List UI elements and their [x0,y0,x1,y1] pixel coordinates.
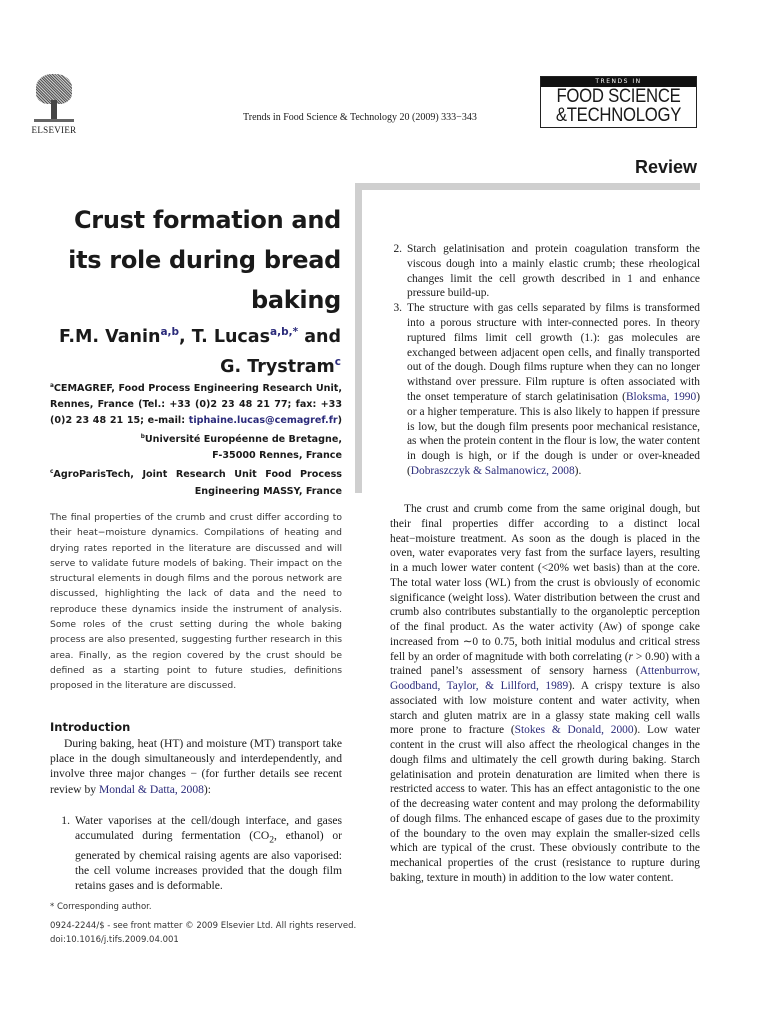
section-heading-introduction: Introduction [50,720,131,734]
affiliation-line: F-35000 Rennes, France [212,450,342,462]
article-type: Review [634,157,697,177]
text-run: Water vaporises at the cell/dough interface, and gases accumulated during fermentation (CO [75,814,342,843]
doi[interactable]: doi:10.1016/j.tifs.2009.04.001 [50,934,179,945]
journal-logo-line2: &TECHNOLOGY [555,105,682,126]
author-name: F.M. Vanin [58,326,161,347]
list-item [382,242,700,301]
affiliations [50,378,342,500]
author-name: G. Trystram [220,356,335,377]
text-run: The structure with gas cells separated by films is transformed into a porous structure with inter-connected pores. In theory ruptured films limit cell growth (1.): gas molecules are exchanged between adjacent open cells, and finally transported out of the dough. Dough films rupture when they can no longer withstand over pressure. Film rupture is often associated with the onset temperature of starch gelatinisation ( [407,302,700,403]
email-link[interactable]: tiphaine.lucas@cemagref.fr [188,415,338,427]
text-run: ) or a higher temperature. This is also likely to happen if pressure is low, but the dough film presents poor mechanical resistance, as when the protein content in the flour is low, the water content in dough is high, or if the dough is under or over-kneaded ( [407,390,700,477]
author-affiliation-marker[interactable]: a,b [160,326,180,338]
affiliation-line: Université Européenne de Bretagne, [144,434,342,446]
list-text [407,242,700,301]
affiliation-marker: a [50,383,54,389]
author-affiliation-marker[interactable]: a,b,* [270,326,299,338]
author-name: T. Lucas [191,326,271,347]
elsevier-tree-icon [34,74,74,122]
citation-link[interactable]: Bloksma, 1990 [625,390,697,403]
citation-link[interactable]: Dobraszczyk & Salmanowicz, 2008 [410,464,575,477]
list-item [382,301,700,479]
text-run: ). [574,464,582,477]
affiliation-marker: b [140,434,145,441]
text-run: The crust and crumb come from the same original dough, but their final properties differ according to a distinct local heat−moisture treatment. As soon as the dough is placed in the oven, water evaporates very fast from the surface layers, resulting in a much lower water content (<20% wet basis) than at the core. The total water loss (WL) from the crust is obviously of economic significance (weight loss). Water distribution between the crust and crumb also contributes substantially to the organoleptic perception of the final product. As the water activity (Aw) of sponge cake increased from ∼0 to 0.75, both initial modulus and critical stress fell by an order of magnitude with both correlating ( [390,503,700,663]
title-line: its role during bread [68,246,341,274]
author-affiliation-marker[interactable]: c [334,355,341,368]
text-run: , ethanol) or generated by chemical raising agents are also vaporised: the cell volume increases provided that the dough film retains gases and is deformable. [75,829,343,893]
list-item [50,813,342,893]
text-run: ). A crispy texture is also associated with low moisture content and water activity, when starch and gluten matrix are in a glassy state making cell walls more prone to fracture ( [390,680,700,737]
author-list [41,320,341,380]
corresponding-author-footnote: * Corresponding author. [50,902,152,912]
elsevier-logo [30,74,78,135]
divider-vertical [355,183,362,493]
text-run: r [628,650,633,663]
text-run: During baking, heat (HT) and moisture (MT) transport take place in the dough simultaneously and interdependently, and involve three major changes − (for further details see recent review by [50,737,342,796]
change-list-part1 [50,813,342,893]
affiliation-line: AgroParisTech, Joint Research Unit Food Process [53,469,342,481]
title-line: Crust formation and [73,206,341,234]
article-title [41,200,341,320]
abstract: The final properties of the crumb and crust differ according to their heat−moisture dynamics. Compilations of heating and drying rates reported in the literature are discussed and will serve to validate future models of baking. Their impact on the structural elements in dough films and the porous network are discussed, highlighting the lack of data and the need to reproduce these dynamics inside the instrument of analysis. Some roles of the crust setting during the whole baking process are also presented, suggesting further research in this area. Finally, as the region covered by the crust should be defined as a starting point to future studies, definitions proposed in the literature are discussed. [50,512,342,692]
change-list-part2 [382,242,700,479]
citation-link[interactable]: Attenburrow, Goodband, Taylor, & Lillford, 1989 [390,665,700,692]
affiliation-line: (0)2 23 48 21 15; e-mail: [50,415,189,427]
author-separator: , [179,326,192,347]
author-separator: and [298,326,341,347]
copyright-block [50,920,356,947]
intro-paragraph [50,736,342,797]
copyright-line: 0924-2244/$ - see front matter © 2009 Elsevier Ltd. All rights reserved. [50,921,357,931]
affiliation-marker: c [50,469,54,476]
affiliation-line: Rennes, France (Tel.: +33 (0)2 23 48 21 77; fax: +33 [50,399,342,411]
journal-citation: Trends in Food Science & Technology 20 (2009) 333−343 [243,112,477,123]
body-paragraph [390,502,700,886]
publisher-name: ELSEVIER [31,125,77,135]
affiliation-line: Engineering MASSY, France [194,485,342,497]
journal-logo [540,76,697,128]
affiliation-line: CEMAGREF, Food Process Engineering Research Unit, [53,383,342,395]
list-number: 1. [61,814,70,827]
text-run: ). Low water content in the crust will also affect the rheological changes in the dough films and ultimately the cell growth during baking. Starch gelatinisation and protein denaturation are limited when there is restricted access to water. This has an effect antagonistic to the one of the decreasing water content and may prolong the deformability of dough films. The enhanced escape of gases due to the proximity of the boundary to the oven may explain the smaller-sized cells which are typical of the crust. These obviously contribute to the mechanical properties of the crust (resistance to rupture during baking, texture in mouth) in addition to the low water content. [390,724,700,884]
journal-logo-line1: FOOD SCIENCE [556,86,681,107]
citation-link[interactable]: Stokes & Donald, 2000 [514,724,634,737]
list-number: 2. [393,243,402,255]
affiliation-line: ) [337,415,342,427]
list-number: 3. [393,302,402,315]
text-run: Starch gelatinisation and protein coagulation transform the viscous dough into a mainly elastic crumb; these rheological changes limit the cell growth described in 1 and enhance pressure build-up. [407,243,700,300]
text-run: > 0.90) with a trained panel’s assessment of sensory harness ( [390,650,700,678]
journal-logo-top: TRENDS IN [541,77,696,87]
divider-horizontal [355,183,700,190]
citation-link[interactable]: Mondal & Datta, 2008 [98,782,204,796]
text-run: 2 [269,834,275,846]
list-text [75,813,342,893]
text-run: ): [203,782,212,796]
list-text [407,301,700,479]
title-line: baking [250,286,341,314]
